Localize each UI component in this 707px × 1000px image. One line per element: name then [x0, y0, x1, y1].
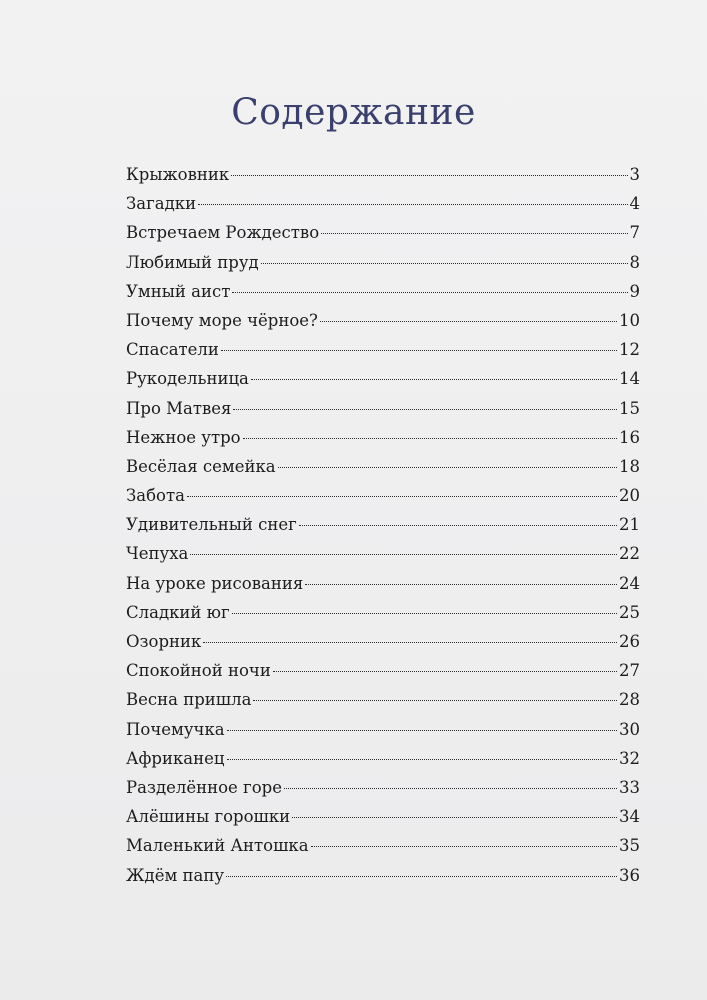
toc-entry-title: Удивительный снег [126, 515, 297, 535]
toc-entry [126, 749, 640, 778]
toc-entry-page-number: 8 [629, 252, 640, 272]
toc-entry [126, 311, 640, 340]
toc-entry [126, 866, 640, 895]
dot-leader [320, 321, 617, 322]
toc-entry-title: Встречаем Рождество [126, 223, 320, 243]
dot-leader [227, 759, 618, 760]
toc-entry-title: Маленький Антошка [126, 836, 309, 856]
toc-entry-title: Крыжовник [126, 165, 230, 184]
toc-entry [126, 457, 640, 486]
dot-leader [243, 438, 617, 439]
toc-entry-page-number: 14 [619, 369, 640, 389]
dot-leader [305, 584, 617, 585]
toc-entry-page-number: 18 [619, 456, 640, 476]
toc-entry-page-number: 32 [619, 748, 640, 768]
table-of-contents [126, 165, 640, 895]
toc-entry-page-number: 15 [619, 398, 640, 418]
dot-leader [198, 204, 627, 205]
dot-leader [233, 409, 617, 410]
dot-leader [187, 496, 617, 497]
toc-entry-page-number: 25 [619, 602, 640, 622]
dot-leader [190, 554, 617, 555]
toc-entry [126, 690, 640, 719]
dot-leader [226, 876, 617, 877]
toc-entry-title: Почемучка [126, 719, 225, 739]
toc-entry-title: Спокойной ночи [126, 661, 271, 681]
toc-entry-title: Разделённое горе [126, 777, 282, 797]
dot-leader [232, 613, 617, 614]
dot-leader [231, 175, 627, 176]
toc-entry-page-number: 24 [619, 573, 640, 593]
toc-entry-title: Нежное утро [126, 427, 241, 447]
toc-entry-page-number: 28 [619, 690, 640, 710]
dot-leader [284, 788, 617, 789]
toc-entry [126, 778, 640, 807]
toc-entry-page-number: 36 [619, 865, 640, 885]
dot-leader [221, 350, 617, 351]
toc-entry [126, 574, 640, 603]
toc-entry-page-number: 21 [619, 515, 640, 535]
toc-entry [126, 807, 640, 836]
dot-leader [292, 817, 617, 818]
toc-entry-page-number: 12 [619, 340, 640, 360]
toc-entry-page-number: 33 [619, 777, 640, 797]
page-title: Содержание [231, 92, 476, 133]
toc-entry-title: Озорник [126, 632, 202, 651]
dot-leader [278, 467, 617, 468]
toc-entry-title: Алёшины горошки [126, 807, 291, 827]
toc-entry [126, 282, 640, 311]
toc-entry [126, 399, 640, 428]
dot-leader [311, 846, 617, 847]
dot-leader [299, 525, 617, 526]
toc-entry [126, 515, 640, 544]
toc-entry [126, 544, 640, 573]
dot-leader [261, 263, 628, 264]
dot-leader [251, 379, 617, 380]
toc-entry-page-number: 27 [619, 661, 640, 681]
toc-entry-title: Сладкий юг [126, 602, 230, 622]
dot-leader [203, 642, 617, 643]
toc-entry-page-number: 34 [619, 807, 640, 827]
toc-entry-page-number: 4 [629, 194, 640, 214]
toc-entry-page-number: 22 [619, 544, 640, 564]
toc-entry [126, 194, 640, 223]
toc-entry-page-number: 16 [619, 427, 640, 447]
toc-entry [126, 603, 640, 632]
toc-entry-page-number: 35 [619, 836, 640, 856]
toc-entry-title: Весёлая семейка [126, 456, 276, 476]
dot-leader [227, 730, 617, 731]
toc-entry-page-number: 30 [619, 719, 640, 739]
toc-entry [126, 632, 640, 661]
toc-entry-page-number: 3 [629, 165, 640, 184]
toc-entry-page-number: 26 [619, 632, 640, 651]
toc-entry [126, 165, 640, 194]
dot-leader [321, 233, 627, 234]
toc-entry-title: На уроке рисования [126, 573, 304, 593]
toc-entry-page-number: 7 [629, 223, 640, 243]
toc-entry-title: Весна пришла [126, 690, 252, 710]
toc-entry-title: Африканец [126, 748, 225, 768]
toc-entry-title: Почему море чёрное? [126, 310, 318, 330]
toc-entry-page-number: 9 [629, 281, 640, 301]
toc-entry [126, 486, 640, 515]
toc-entry-title: Забота [126, 486, 185, 506]
toc-entry [126, 340, 640, 369]
toc-entry-title: Рукодельница [126, 369, 249, 389]
toc-entry [126, 223, 640, 252]
dot-leader [232, 292, 627, 293]
toc-entry-title: Ждём папу [126, 865, 225, 885]
toc-entry [126, 253, 640, 282]
toc-entry-title: Загадки [126, 194, 197, 214]
toc-entry [126, 720, 640, 749]
toc-entry [126, 369, 640, 398]
toc-entry-title: Спасатели [126, 340, 219, 360]
toc-entry-page-number: 20 [619, 486, 640, 506]
toc-entry [126, 428, 640, 457]
dot-leader [253, 700, 617, 701]
toc-entry-title: Про Матвея [126, 398, 232, 418]
toc-entry-title: Любимый пруд [126, 252, 259, 272]
toc-entry [126, 836, 640, 865]
toc-entry-title: Умный аист [126, 281, 231, 301]
toc-entry-page-number: 10 [619, 310, 640, 330]
toc-entry-title: Чепуха [126, 544, 189, 564]
toc-entry [126, 661, 640, 690]
dot-leader [273, 671, 617, 672]
